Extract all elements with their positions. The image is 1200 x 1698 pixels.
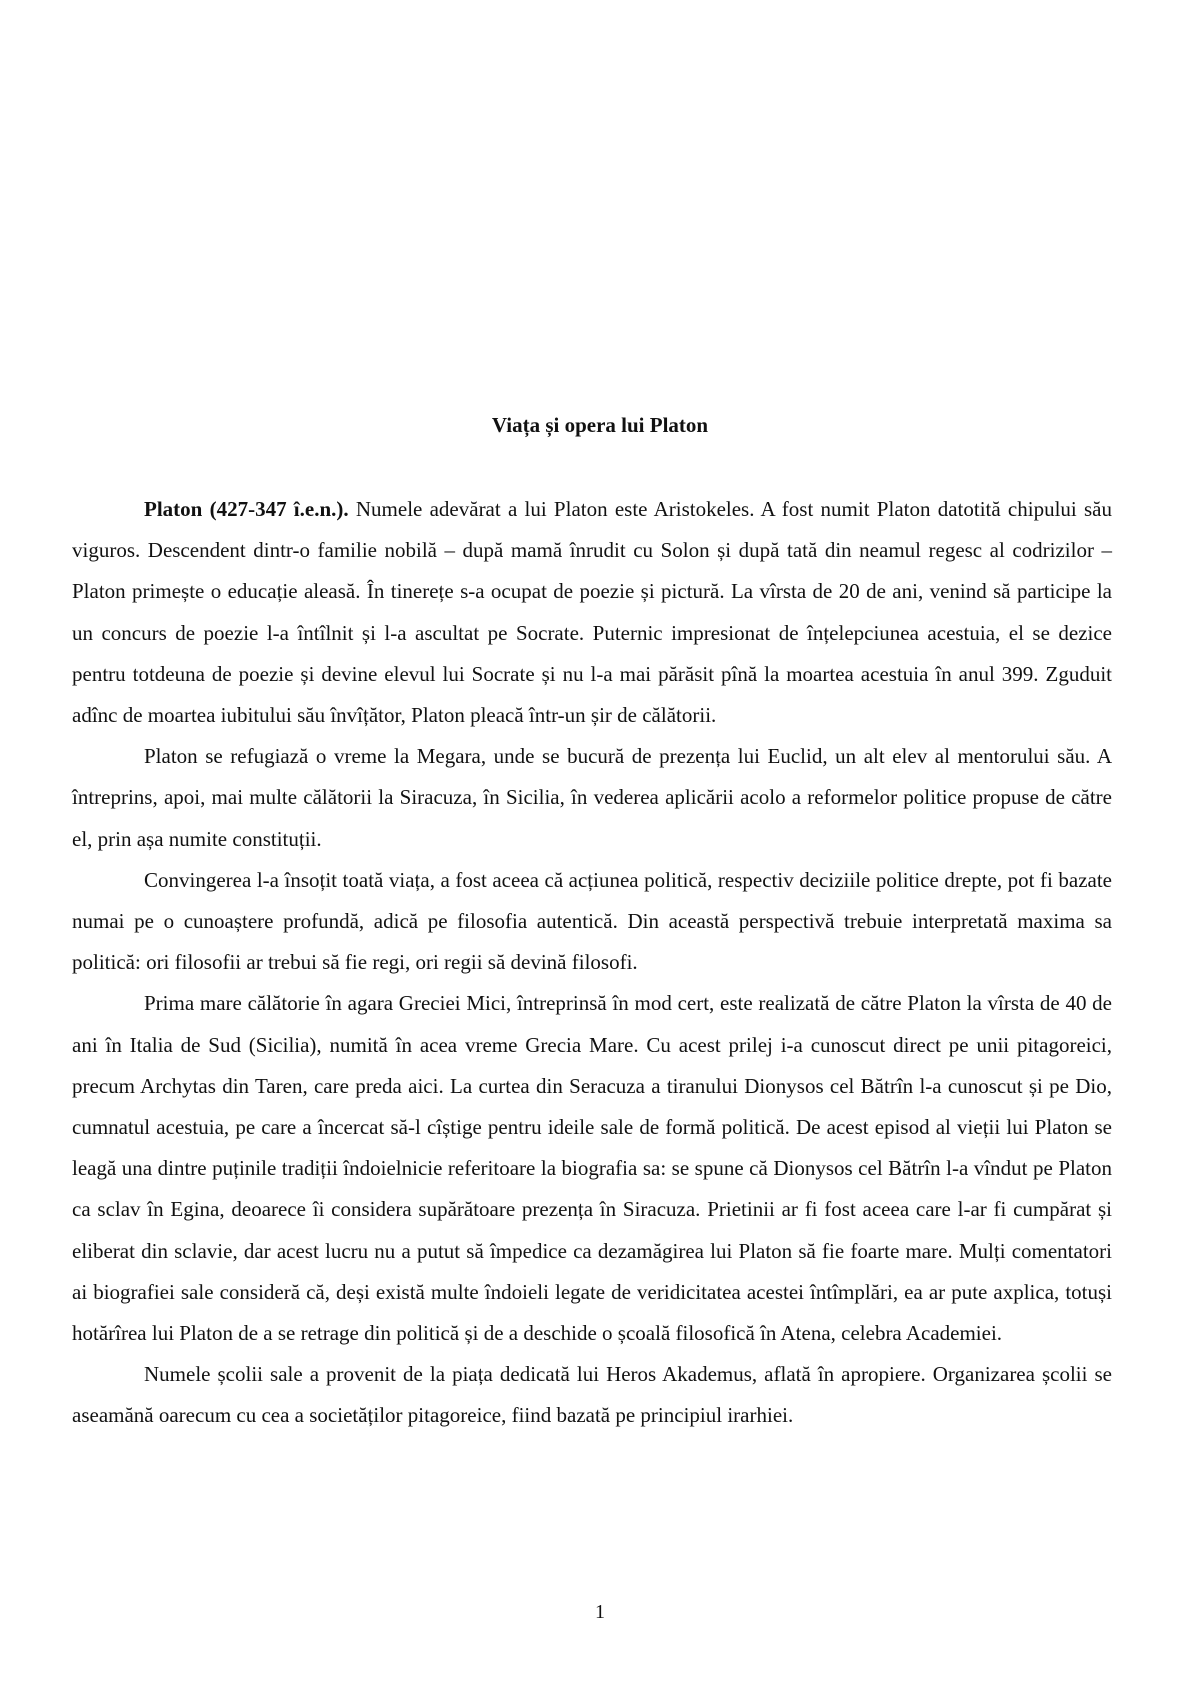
- document-title: Viața și opera lui Platon: [491, 413, 709, 437]
- paragraph-1: [72, 489, 1112, 736]
- paragraph-text: Numele adevărat a lui Platon este Aristokeles. A fost numit Platon datotită chipului său viguros. Descendent dintr-o familie nobilă – după mamă înrudit cu Solon și după tată din neamul regesc al codrizilor – Platon primește o educație aleasă. În tinerețe s-a ocupat de poezie și pictură. La vîrsta de 20 de ani, venind să participe la un concurs de poezie l-a întîlnit și l-a ascultat pe Socrate. Puternic impresionat de înțelepciunea acestuia, el se dezice pentru totdeuna de poezie și devine elevul lui Socrate și nu l-a mai părăsit pînă la moartea acestuia în anul 399. Zguduit adînc de moartea iubitului său învîțător, Platon pleacă într-un șir de călătorii.: [72, 497, 1112, 728]
- page-number: 1: [595, 1601, 605, 1623]
- paragraph-4: Prima mare călătorie în agara Greciei Mici, întreprinsă în mod cert, este realizată de către Platon la vîrsta de 40 de ani în Italia de Sud (Sicilia), numită în acea vreme Grecia Mare. Cu acest prilej i-a cunoscut direct pe unii pitagoreici, precum Archytas din Taren, care preda aici. La curtea din Seracuza a tiranului Dionysos cel Bătrîn l-a cunoscut și pe Dio, cumnatul acestuia, pe care a încercat să-l cîștige pentru ideile sale de formă politică. De acest episod al vieții lui Platon se leagă una dintre puținile tradiții îndoielnicie referitoare la biografia sa: se spune că Dionysos cel Bătrîn l-a vîndut pe Platon ca sclav în Egina, deoarece îi considera supărătoare prezența în Siracuza. Prietinii ar fi fost aceea care l-ar fi cumpărat și eliberat din sclavie, dar acest lucru nu a putut să împedice ca dezamăgirea lui Platon să fie foarte mare. Mulți comentatori ai biografiei sale consideră că, deși există multe îndoieli legate de veridicitatea acestei întîmplări, ea ar pute axplica, totuși hotărîrea lui Platon de a se retrage din politică și de a deschide o școală filosofică în Atena, celebra Academiei.: [72, 991, 1112, 1346]
- paragraph-3: Convingerea l-a însoțit toată viața, a fost aceea că acțiunea politică, respectiv deciziile politice drepte, pot fi bazate numai pe o cunoaștere profundă, adică pe filosofia autentică. Din această perspectivă trebuie interpretată maxima sa politică: ori filosofii ar trebui să fie regi, ori regii să devină filosofi.: [72, 867, 1112, 975]
- paragraph-2: Platon se refugiază o vreme la Megara, unde se bucură de prezența lui Euclid, un alt elev al mentorului său. A întreprins, apoi, mai multe călătorii la Siracuza, în Sicilia, în vederea aplicării acolo a reformelor politice propuse de către el, prin așa numite constituții.: [72, 744, 1112, 851]
- document-body: [72, 489, 1112, 1437]
- paragraph-5: Numele școlii sale a provenit de la piața dedicată lui Heros Akademus, aflată în apropiere. Organizarea școlii se aseamănă oarecum cu cea a societăților pitagoreice, fiind bazată pe principiul irarhiei.: [72, 1362, 1112, 1428]
- paragraph-lead: Platon (427-347 î.e.n.).: [144, 497, 349, 521]
